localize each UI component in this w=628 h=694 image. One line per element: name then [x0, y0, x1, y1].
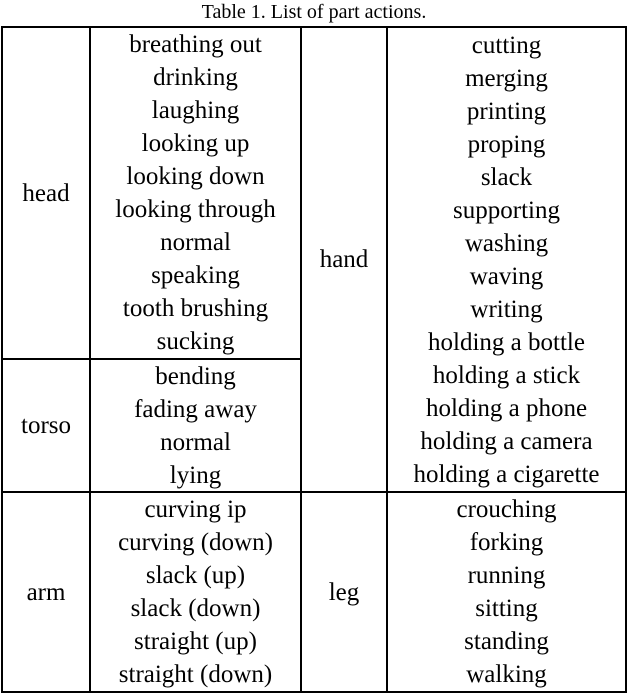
list-item: normal [160, 428, 231, 456]
list-item: normal [160, 229, 231, 256]
list-item: sucking [156, 328, 235, 355]
list-item: looking through [115, 196, 276, 223]
head-actions-list [91, 28, 300, 358]
torso-actions-list [91, 360, 300, 491]
list-item: laughing [151, 97, 240, 124]
list-item: slack (up) [145, 562, 246, 589]
list-item: drinking [153, 64, 238, 91]
list-item: fading away [134, 395, 257, 423]
part-label-hand: hand [319, 246, 369, 273]
list-item: slack (down) [130, 595, 261, 622]
part-label-torso: torso [21, 412, 71, 439]
list-item: breathing out [129, 31, 262, 58]
list-item: looking up [141, 130, 250, 157]
hand-actions-list [388, 28, 625, 491]
list-item: washing [464, 229, 549, 257]
list-item: tooth brushing [122, 295, 269, 322]
list-item: curving (down) [118, 529, 273, 556]
list-item: straight (up) [134, 628, 257, 655]
list-item: writing [470, 295, 543, 323]
part-label-arm: arm [26, 578, 66, 606]
list-item: lying [169, 461, 222, 489]
list-item: running [467, 562, 546, 589]
list-item: slack [480, 163, 533, 191]
arm-actions-list [91, 493, 300, 691]
list-item: speaking [151, 262, 240, 289]
list-item: supporting [453, 196, 560, 224]
list-item: straight (down) [118, 661, 273, 688]
list-item: holding a cigarette [413, 460, 600, 488]
list-item: bending [155, 362, 236, 390]
part-label-leg: leg [328, 578, 360, 606]
list-item: curving ip [144, 496, 247, 523]
list-item: forking [469, 529, 544, 556]
list-item: printing [466, 97, 547, 125]
leg-actions-list [388, 493, 625, 691]
list-item: cutting [471, 31, 542, 59]
list-item: walking [466, 661, 547, 688]
table-right-border [625, 26, 627, 693]
list-item: holding a stick [432, 361, 581, 389]
list-item: merging [465, 64, 548, 92]
list-item: waving [469, 262, 544, 290]
list-item: sitting [475, 595, 538, 622]
list-item: proping [467, 130, 546, 158]
list-item: standing [464, 628, 549, 655]
list-item: crouching [456, 496, 557, 523]
list-item: holding a phone [425, 394, 588, 422]
part-label-head: head [22, 179, 70, 207]
table-caption: Table 1. List of part actions. [201, 1, 427, 23]
table-bottom-border [1, 691, 627, 693]
list-item: holding a bottle [428, 328, 585, 356]
list-item: holding a camera [420, 427, 593, 455]
list-item: looking down [126, 163, 265, 190]
